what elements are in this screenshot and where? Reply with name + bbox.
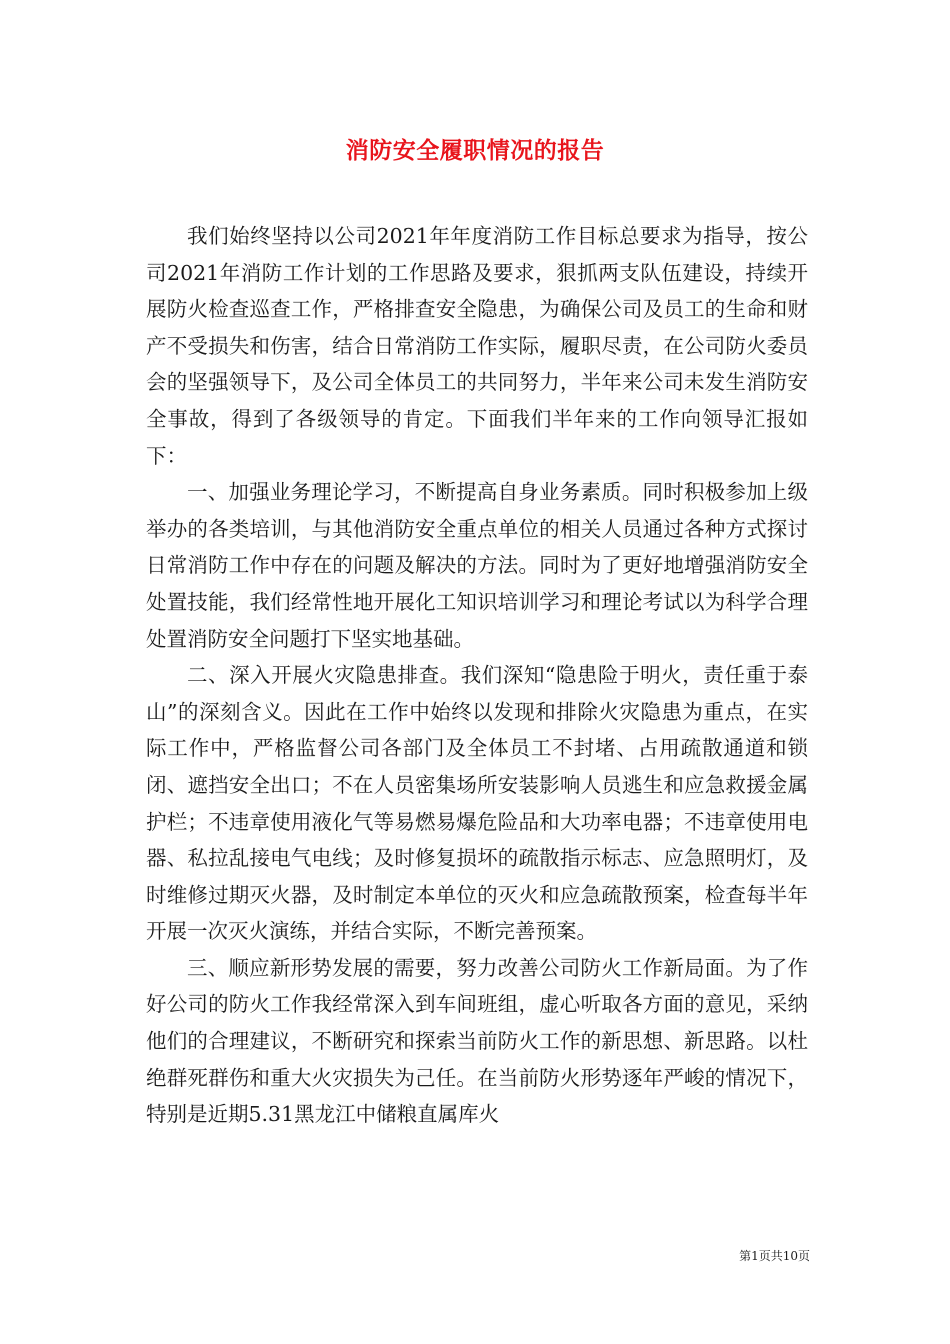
paragraph-section-3: 三、顺应新形势发展的需要，努力改善公司防火工作新局面。为了作好公司的防火工作我经常深入到车间班组，虚心听取各方面的意见，采纳他们的合理建议，不断研究和探索当前防火工作的新思想、新思路。以杜绝群死群伤和重大火灾损失为己任。在当前防火形势逐年严峻的情况下，特别是近期5.31黑龙江中储粮直属库火 <box>146 955 808 1127</box>
document-body <box>146 218 808 1133</box>
paragraph-section-1: 一、加强业务理论学习，不断提高自身业务素质。同时积极参加上级举办的各类培训，与其他消防安全重点单位的相关人员通过各种方式探讨日常消防工作中存在的问题及解决的方法。同时为了更好地增强消防安全处置技能，我们经常性地开展化工知识培训学习和理论考试以为科学合理处置消防安全问题打下坚实地基础。 <box>146 480 808 651</box>
paragraph-intro: 我们始终坚持以公司2021年年度消防工作目标总要求为指导，按公司2021年消防工作计划的工作思路及要求，狠抓两支队伍建设，持续开展防火检查巡查工作，严格排查安全隐患，为确保公司及员工的生命和财产不受损失和伤害，结合日常消防工作实际，履职尽责，在公司防火委员会的坚强领导下，及公司全体员工的共同努力，半年来公司未发生消防安全事故，得到了各级领导的肯定。下面我们半年来的工作向领导汇报如下： <box>146 224 808 468</box>
page-number-footer: 第1页共10页 <box>739 1249 810 1263</box>
paragraph-section-2: 二、深入开展火灾隐患排查。我们深知“隐患险于明火，责任重于泰山”的深刻含义。因此在工作中始终以发现和排除火灾隐患为重点，在实际工作中，严格监督公司各部门及全体员工不封堵、占用疏散通道和锁闭、遮挡安全出口；不在人员密集场所安装影响人员逃生和应急救援金属护栏；不违章使用液化气等易燃易爆危险品和大功率电器；不违章使用电器、私拉乱接电气电线；及时修复损坏的疏散指示标志、应急照明灯，及时维修过期灭火器，及时制定本单位的灭火和应急疏散预案，检查每半年开展一次灭火演练，并结合实际，不断完善预案。 <box>146 663 808 944</box>
document-title: 消防安全履职情况的报告 <box>345 137 605 164</box>
